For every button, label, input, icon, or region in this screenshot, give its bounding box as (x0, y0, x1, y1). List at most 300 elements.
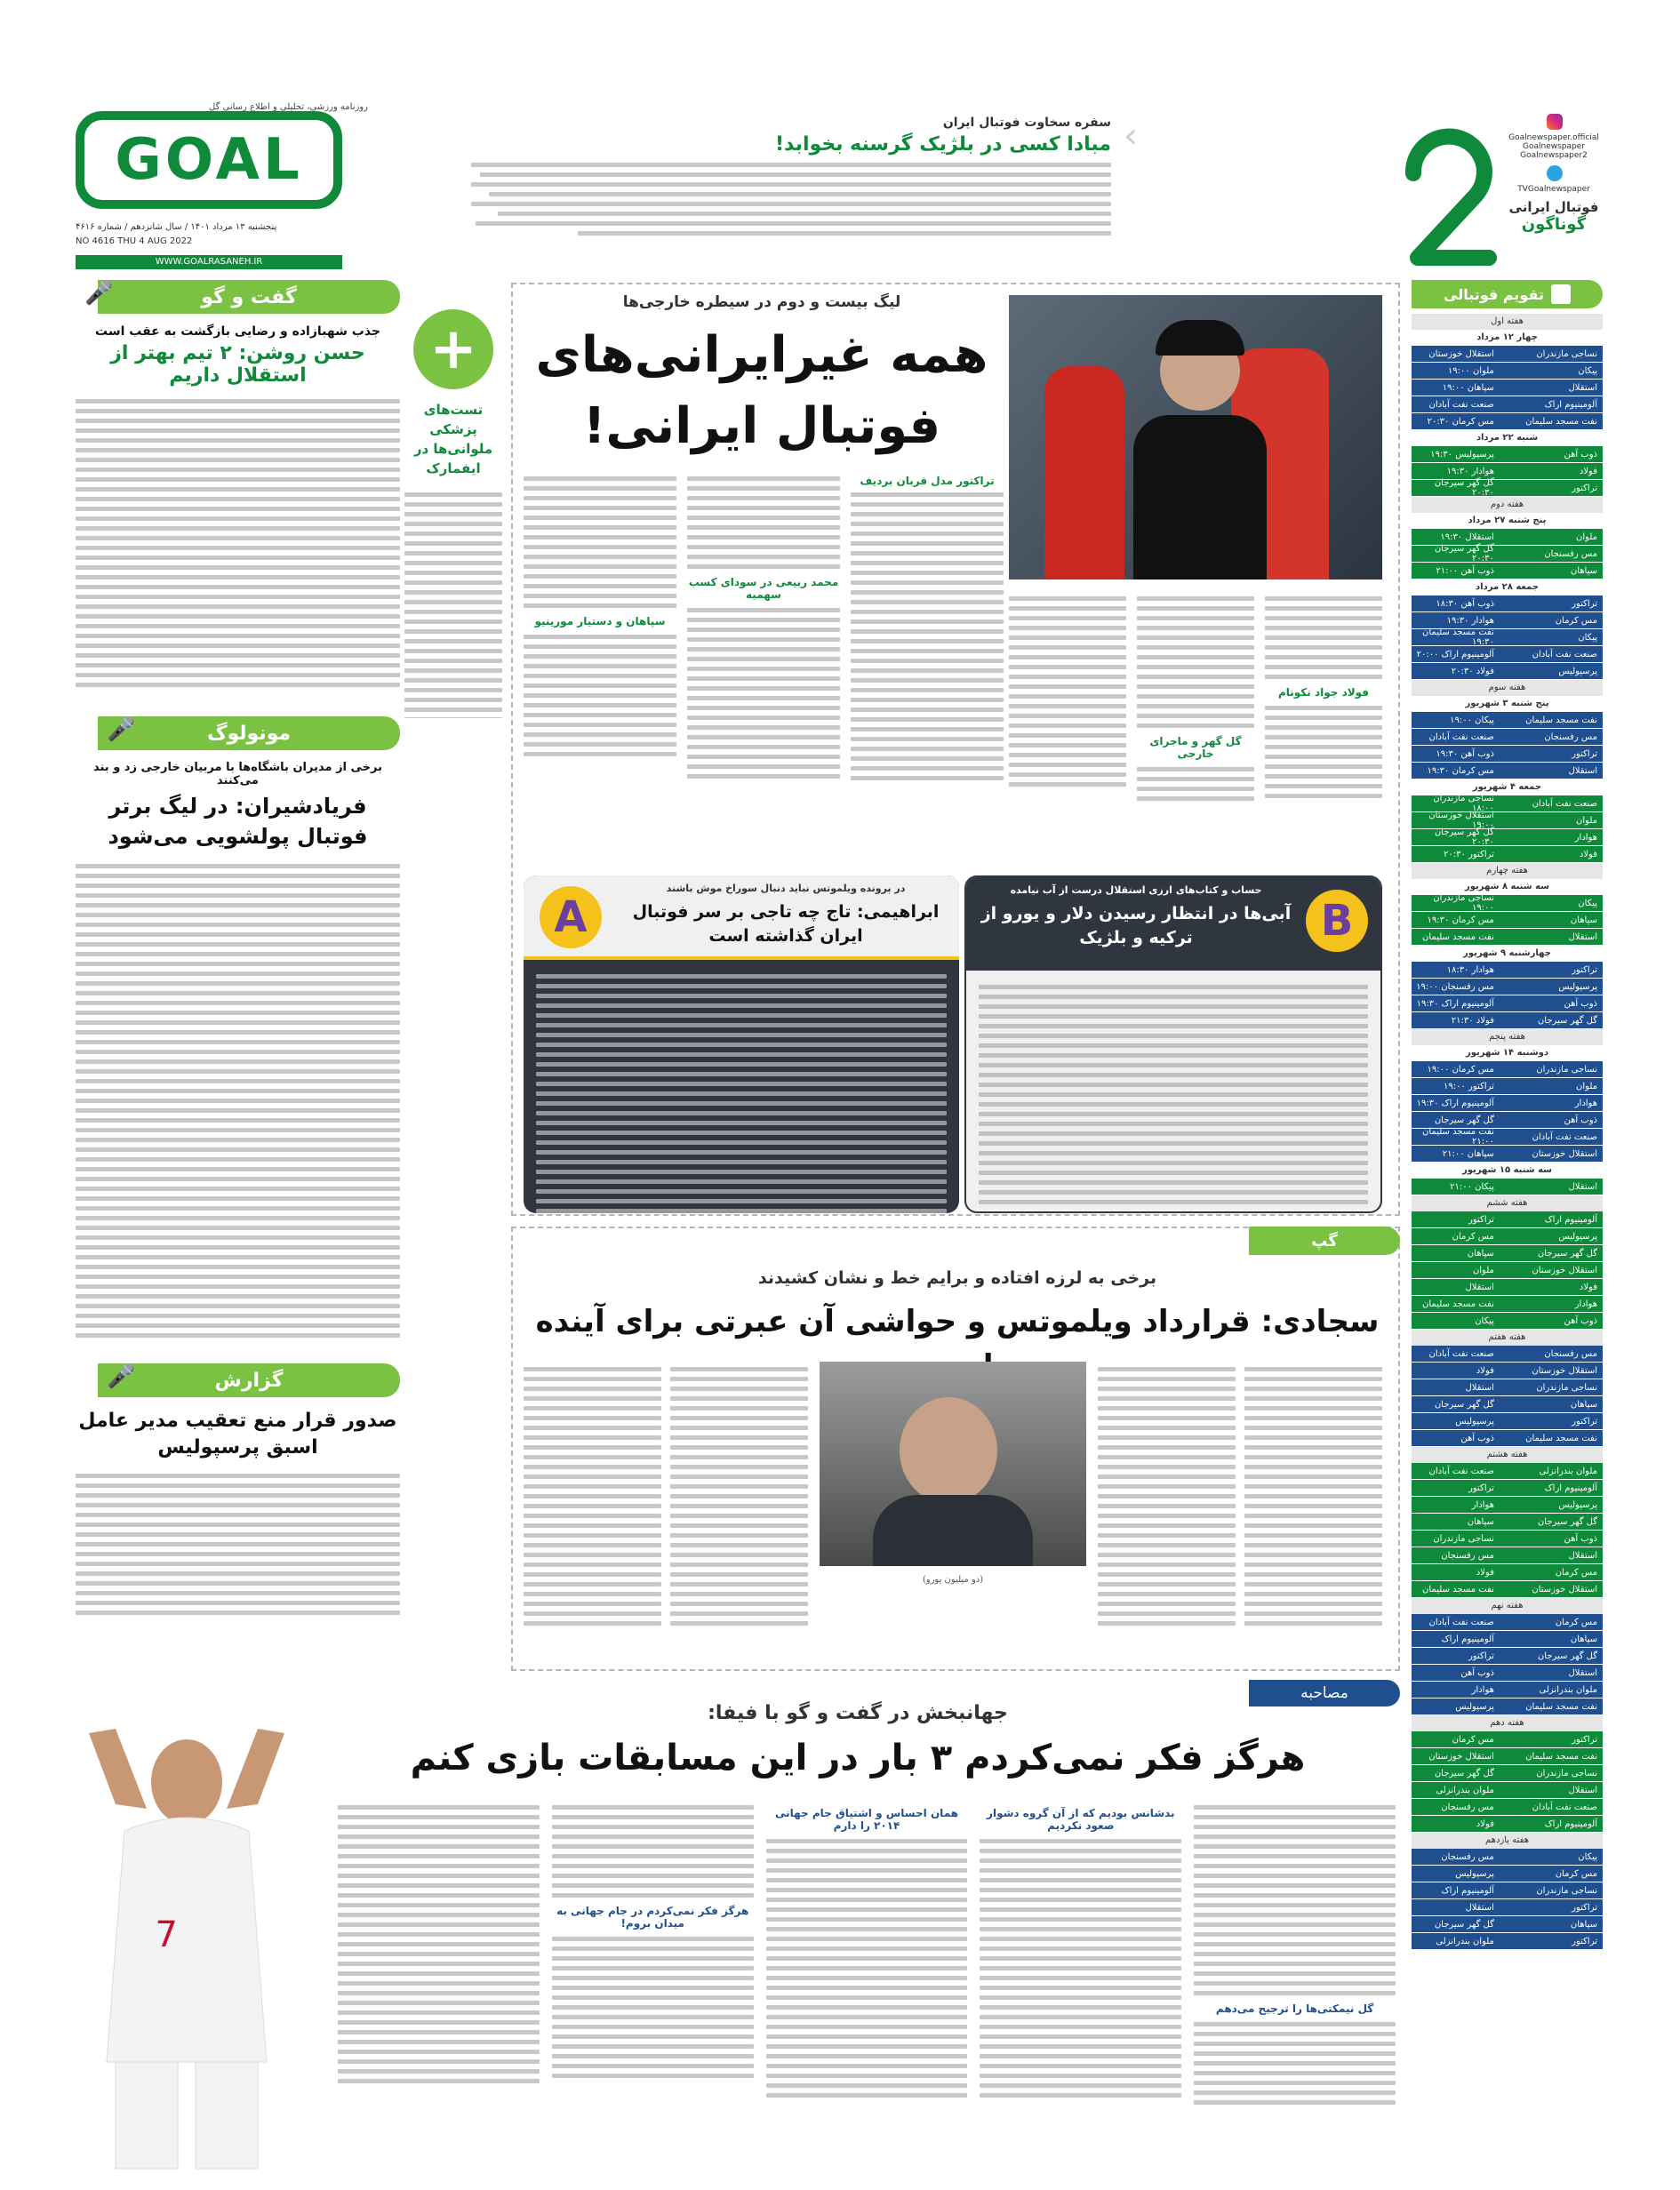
calendar-match-row (1412, 1899, 1603, 1916)
interview-photo[interactable] (53, 1680, 320, 2178)
calendar-match-row (1412, 1211, 1603, 1228)
calendar-home-team: گل گهر سیرجان (1537, 1650, 1597, 1661)
calendar-day-label: پنج شنبه ۲۷ مرداد (1412, 513, 1603, 529)
calendar-week-label: هفته نهم (1412, 1598, 1603, 1614)
gap-title[interactable]: سجادی: قرارداد ویلموتس و حواشی آن عبرتی برای آینده (535, 1304, 1380, 1339)
calendar-match-row (1412, 1061, 1603, 1078)
telegram-icon[interactable] (1547, 165, 1563, 181)
calendar-match-row (1412, 1245, 1603, 1262)
calendar-home-team: ملوان (1576, 532, 1597, 542)
main-subhead: فولاد جواد نکونام (1277, 686, 1370, 699)
calendar-away-team: آلومینیوم اراک ۲۰:۰۰ (1416, 649, 1494, 659)
calendar-away-team: ملوان بندرانزلی (1436, 1936, 1494, 1946)
talk-section-label: گفت و گو (201, 285, 297, 308)
calendar-day-label: چهارشنبه ۹ شهریور (1412, 946, 1603, 962)
calendar-week (1412, 1598, 1603, 1715)
calendar-home-team: گل گهر سیرجان (1537, 1248, 1597, 1259)
calendar-home-team: پرسپولیس (1558, 1499, 1597, 1510)
main-story (511, 283, 1400, 1216)
calendar-away-team: صنعت نفت آبادان (1428, 1617, 1494, 1627)
calendar-home-team: ملوان (1576, 815, 1597, 826)
calendar-away-team: پرسپولیس ۱۹:۳۰ (1430, 449, 1494, 460)
calendar-away-team: هوادار ۱۸:۳۰ (1446, 964, 1494, 975)
calendar-away-team: استقلال خوزستان (1428, 348, 1494, 359)
calendar-match-row (1412, 595, 1603, 612)
calendar-week (1412, 680, 1603, 863)
calendar-away-team: مس کرمان ۱۹:۰۰ (1427, 1064, 1494, 1075)
calendar-match-row (1412, 1531, 1603, 1547)
social-handle[interactable]: TVGoalnewspaper (1517, 185, 1590, 194)
main-subhead: گل گهر و ماجرای خارجی (1149, 735, 1242, 760)
calendar-match-row (1412, 446, 1603, 463)
calendar-match-row (1412, 646, 1603, 663)
calendar-match-row (1412, 995, 1603, 1012)
calendar-home-team: پرسپولیس (1558, 1231, 1597, 1242)
calendar-match-row (1412, 1363, 1603, 1379)
calendar-away-team: استقلال (1465, 1902, 1494, 1913)
calendar-match-row (1412, 1430, 1603, 1447)
logo (76, 111, 342, 209)
interview-subhead: همان احساس و اشتیاق جام جهانی ۲۰۱۴ را دارم (774, 1807, 959, 1832)
calendar-match-row (1412, 1765, 1603, 1782)
gap-story (511, 1227, 1400, 1671)
date-en: NO 4616 THU 4 AUG 2022 (76, 236, 193, 246)
calendar-match-row (1412, 1782, 1603, 1799)
gap-photo[interactable] (820, 1362, 1086, 1566)
calendar-home-team: استقلال (1568, 1785, 1597, 1795)
calendar-away-team: گل گهر سیرجان (1434, 1115, 1494, 1125)
calendar-away-team: پرسپولیس (1455, 1701, 1494, 1712)
box-b-body (966, 971, 1380, 1211)
calendar-home-team: تراکتور (1572, 1416, 1597, 1427)
calendar-away-team: فولاد (1476, 1365, 1494, 1376)
calendar-away-team: گل گهر سیرجان (1434, 1919, 1494, 1930)
main-subhead: تراکتور مدل قربان بردیف (860, 475, 995, 487)
calendar-home-team: صنعت نفت آبادان (1532, 649, 1597, 659)
calendar-home-team: ذوب آهن (1564, 449, 1597, 460)
calendar-match-row (1412, 380, 1603, 396)
calendar-away-team: مس کرمان ۱۹:۳۰ (1427, 915, 1494, 925)
calendar-week-label: هفته چهارم (1412, 863, 1603, 879)
interview-title[interactable]: هرگز فکر نمی‌کردم ۳ بار در این مسابقات بازی کنم (410, 1738, 1306, 1778)
calendar-away-team: هوادار (1471, 1499, 1494, 1510)
calendar-home-team: هوادار (1574, 832, 1597, 843)
calendar-match-row (1412, 1313, 1603, 1330)
calendar-away-team: پرسپولیس (1455, 1868, 1494, 1879)
calendar-home-team: نساجی مازندران (1536, 1382, 1597, 1393)
calendar-away-team: هوادار (1471, 1684, 1494, 1695)
calendar-day-label: شنبه ۲۲ مرداد (1412, 430, 1603, 446)
calendar-away-team: مس کرمان (1452, 1734, 1494, 1745)
report-section-tab (98, 1363, 400, 1397)
calendar-match-row (1412, 413, 1603, 430)
box-b-title[interactable]: آبی‌ها در انتظار رسیدن دلار و یورو از ترکیه و بلژیک (980, 904, 1292, 947)
box-b-letter: B (1306, 890, 1368, 952)
big-two-mark (1400, 124, 1498, 276)
calendar-home-team: استقلال (1568, 765, 1597, 776)
box-a-header (524, 875, 959, 960)
main-subhead: سپاهان و دستیار مورینیو (534, 615, 666, 627)
calendar-away-team: سپاهان ۱۹:۰۰ (1442, 382, 1494, 393)
calendar-away-team: ملوان ۱۹:۰۰ (1447, 365, 1494, 376)
calendar-week-label: هفته پنجم (1412, 1029, 1603, 1045)
calendar-match-row (1412, 1698, 1603, 1715)
calendar-home-team: مس کرمان (1555, 615, 1597, 626)
calendar-home-team: فولاد (1579, 466, 1597, 476)
calendar-match-row (1412, 1866, 1603, 1882)
calendar-title: تقویم فوتبالی (1444, 285, 1544, 303)
box-b-kicker: حساب و کتاب‌های ارزی استقلال درست از آب نیامده (1010, 884, 1262, 896)
calendar-away-team: نساجی مازندران ۱۸:۰۰ (1433, 794, 1494, 813)
interview-subhead: گل نیمکتی‌ها را ترجیح می‌دهم (1215, 2002, 1374, 2015)
monologue-body (76, 859, 400, 1356)
calendar-home-team: گل گهر سیرجان (1537, 1516, 1597, 1527)
calendar-home-team: مس رفسنجان (1544, 731, 1597, 742)
calendar-away-team: نفت مسجد سلیمان (1422, 931, 1494, 942)
calendar-away-team: استقلال ۱۹:۳۰ (1440, 532, 1494, 542)
calendar-match-row (1412, 1078, 1603, 1095)
calendar-home-team: استقلال خوزستان (1532, 1365, 1597, 1376)
calendar-away-team: مس رفسنجان (1441, 1851, 1494, 1862)
social-handle[interactable]: Goalnewspaper2 (1520, 151, 1588, 160)
box-a-body (524, 960, 959, 1213)
health-sidebar (404, 283, 502, 1029)
gap-kicker: برخی به لرزه افتاده و برایم خط و نشان کشیدند (757, 1268, 1157, 1288)
calendar-home-team: نساجی مازندران (1536, 348, 1597, 359)
calendar-match-row (1412, 1480, 1603, 1497)
calendar-away-team: آلومینیوم اراک (1441, 1634, 1494, 1644)
calendar-home-team: آلومینیوم اراک (1544, 1214, 1597, 1225)
calendar-week (1412, 1330, 1603, 1447)
date-line: پنجشنبه ۱۳ مرداد ۱۴۰۱ / سال شانزدهم / شماره ۴۶۱۶ (76, 222, 277, 232)
calendar-home-team: سپاهان (1570, 1399, 1597, 1410)
calendar-away-team: نساجی مازندران ۱۹:۰۰ (1433, 893, 1494, 913)
main-kicker: لیگ بیست و دوم در سیطره خارجی‌ها (622, 293, 901, 311)
calendar-match-row (1412, 1296, 1603, 1313)
calendar-match-row (1412, 1228, 1603, 1245)
calendar-away-team: تراکتور ۲۰:۳۰ (1444, 849, 1494, 859)
calendar-match-row (1412, 1816, 1603, 1833)
social-block (1500, 114, 1607, 256)
calendar-week (1412, 1195, 1603, 1330)
calendar-home-team: ملوان بندرانزلی (1539, 1466, 1597, 1476)
main-body-right (1009, 591, 1382, 862)
calendar-week-label: هفته دهم (1412, 1715, 1603, 1731)
calendar-home-team: استقلال (1568, 931, 1597, 942)
calendar-match-row (1412, 480, 1603, 497)
calendar-week (1412, 1833, 1603, 1950)
logo-block (76, 102, 369, 276)
calendar-match-row (1412, 1379, 1603, 1396)
calendar-home-team: مس رفسنجان (1544, 1348, 1597, 1359)
gap-body-right (1098, 1362, 1382, 1664)
calendar-home-team: مس کرمان (1555, 1868, 1597, 1879)
calendar-week-label: هفته سوم (1412, 680, 1603, 696)
box-a (524, 875, 959, 1213)
calendar-home-team: نفت مسجد سلیمان (1525, 715, 1597, 725)
calendar-match-row (1412, 346, 1603, 363)
calendar-home-team: پیکان (1578, 1851, 1597, 1862)
calendar-away-team: تراکتور (1468, 1214, 1494, 1225)
calendar-match-row (1412, 1581, 1603, 1598)
calendar-match-row (1412, 829, 1603, 846)
calendar-home-team: نساجی مازندران (1536, 1885, 1597, 1896)
calendar-away-team: مس کرمان ۲۰:۳۰ (1427, 416, 1494, 427)
calendar-week-label: هفته دوم (1412, 497, 1603, 513)
box-b-header (966, 877, 1380, 971)
plus-icon: + (413, 309, 493, 389)
calendar-home-team: نفت مسجد سلیمان (1525, 1433, 1597, 1443)
talk-kicker: جذب شهبازاده و رضایی بازگشت به عقب است (95, 324, 380, 339)
social-handle[interactable]: Goalnewspaper (1523, 142, 1585, 151)
calendar-home-team: صنعت نفت آبادان (1532, 798, 1597, 809)
main-subhead: محمد ربیعی در سودای کسب سهمیه (688, 576, 839, 601)
calendar-away-team: نفت مسجد سلیمان (1422, 1299, 1494, 1309)
calendar-home-team: ذوب آهن (1564, 1115, 1597, 1125)
calendar-away-team: آلومینیوم اراک (1441, 1885, 1494, 1896)
report-title[interactable]: صدور قرار منع تعقیب مدیر عامل اسبق پرسپولیس (78, 1410, 397, 1459)
calendar-home-team: نفت مسجد سلیمان (1525, 1701, 1597, 1712)
calendar-match-row (1412, 546, 1603, 563)
calendar-match-row (1412, 563, 1603, 579)
calendar-match-row (1412, 1514, 1603, 1531)
calendar-away-team: صنعت نفت آبادان (1428, 1466, 1494, 1476)
calendar-home-team: تراکتور (1572, 483, 1597, 493)
calendar-away-team: ذوب آهن ۱۹:۳۰ (1436, 748, 1494, 759)
brand-right: فوتبال ایرانی (1508, 199, 1599, 215)
calendar-away-team: پیکان ۱۹:۰۰ (1450, 715, 1494, 725)
calendar-match-row (1412, 363, 1603, 380)
calendar-home-team: تراکتور (1572, 964, 1597, 975)
box-a-letter: A (540, 886, 602, 948)
calendar-home-team: تراکتور (1572, 1936, 1597, 1946)
calendar-away-team: گل گهر سیرجان (1434, 1768, 1494, 1778)
talk-title[interactable]: حسن روشن: ۲ تیم بهتر از استقلال داریم (110, 342, 365, 387)
calendar-match-row (1412, 1916, 1603, 1933)
calendar-match-row (1412, 1346, 1603, 1363)
calendar-home-team: استقلال (1568, 1667, 1597, 1678)
calendar-away-team: آلومینیوم اراک ۱۹:۳۰ (1416, 998, 1494, 1009)
lead-kicker: سفره سخاوت فوتبال ایران (942, 116, 1111, 130)
calendar-match-row (1412, 763, 1603, 779)
calendar-away-team: تراکتور ۱۹:۰۰ (1444, 1081, 1494, 1091)
calendar-week (1412, 314, 1603, 497)
calendar-match-row (1412, 1129, 1603, 1146)
calendar-home-team: استقلال (1568, 382, 1597, 393)
gap-section-tab (1249, 1227, 1400, 1255)
calendar-icon (1551, 284, 1571, 304)
calendar-home-team: پرسپولیس (1558, 981, 1597, 992)
calendar-home-team: فولاد (1579, 849, 1597, 859)
calendar-week-label: هفته یازدهم (1412, 1833, 1603, 1849)
calendar-match-row (1412, 746, 1603, 763)
calendar-match-row (1412, 712, 1603, 729)
calendar-away-team: ذوب آهن (1460, 1433, 1494, 1443)
main-photo[interactable] (1009, 295, 1382, 579)
calendar-home-team: استقلال (1568, 1181, 1597, 1192)
calendar-week (1412, 1029, 1603, 1195)
logo-text: GOAL (115, 127, 303, 193)
calendar-away-team: نفت مسجد سلیمان ۲۱:۰۰ (1422, 1127, 1494, 1147)
calendar-home-team: مس کرمان (1555, 1617, 1597, 1627)
calendar-match-row (1412, 1564, 1603, 1581)
calendar-home-team: نفت مسجد سلیمان (1525, 416, 1597, 427)
monologue-title[interactable]: فریادشیران: در لیگ برتر فوتبال پولشویی می‌شود (108, 794, 368, 849)
calendar-away-team: سپاهان (1467, 1516, 1494, 1527)
report-section-label: گزارش (214, 1369, 284, 1392)
calendar-home-team: سپاهان (1570, 565, 1597, 576)
calendar-away-team: صنعت نفت آبادان (1428, 399, 1494, 410)
calendar-away-team: نساجی مازندران (1433, 1533, 1494, 1544)
calendar-away-team: نفت مسجد سلیمان (1422, 1584, 1494, 1595)
calendar-home-team: ملوان (1576, 1081, 1597, 1091)
health-title[interactable]: تست‌های پزشکی ملوانی‌ها در ایفمارک (413, 402, 493, 476)
calendar-day-label: سه شنبه ۸ شهریور (1412, 879, 1603, 895)
calendar-away-team: سپاهان (1467, 1248, 1494, 1259)
calendar-away-team: مس کرمان (1452, 1231, 1494, 1242)
calendar-match-row (1412, 1497, 1603, 1514)
calendar-match-row (1412, 1882, 1603, 1899)
calendar-home-team: سپاهان (1570, 915, 1597, 925)
calendar-match-row (1412, 396, 1603, 413)
calendar-match-row (1412, 929, 1603, 946)
calendar-away-team: تراکتور (1468, 1650, 1494, 1661)
calendar-away-team: استقلال (1465, 1282, 1494, 1292)
talk-section-tab (84, 280, 400, 314)
calendar-match-row (1412, 1614, 1603, 1631)
calendar-home-team: پیکان (1578, 898, 1597, 908)
calendar-week (1412, 1715, 1603, 1833)
calendar-day-label: پنج شنبه ۳ شهریور (1412, 696, 1603, 712)
gap-section-label: گپ (1311, 1231, 1338, 1251)
calendar-home-team: سپاهان (1570, 1919, 1597, 1930)
calendar-away-team: صنعت نفت آبادان (1428, 1348, 1494, 1359)
talk-body (76, 394, 400, 709)
website[interactable]: WWW.GOALRASANEH.IR (76, 255, 342, 269)
calendar-match-row (1412, 1933, 1603, 1950)
calendar-away-team: فولاد ۲۱:۳۰ (1451, 1015, 1494, 1026)
calendar-day-label: چهار ۱۲ مرداد (1412, 330, 1603, 346)
calendar-home-team: صنعت نفت آبادان (1532, 1131, 1597, 1142)
calendar-match-row (1412, 1682, 1603, 1698)
calendar-day-label: سه شنبه ۱۵ شهریور (1412, 1163, 1603, 1179)
interview-body (338, 1800, 1396, 2173)
microphone-icon: 🎤 (107, 716, 136, 743)
logo-subtitle: روزنامه ورزشی، تحلیلی و اطلاع رسانی گل (209, 102, 368, 112)
calendar-match-row (1412, 1279, 1603, 1296)
calendar-match-row (1412, 1731, 1603, 1748)
calendar-match-row (1412, 1095, 1603, 1112)
box-a-kicker: در پرونده ویلموتس نباید دنبال سوراخ موش باشند (666, 883, 906, 894)
calendar-header (1412, 280, 1603, 308)
calendar-home-team: آلومینیوم اراک (1544, 1483, 1597, 1493)
box-a-title[interactable]: ابراهیمی: تاج چه تاجی بر سر فوتبال ایران گذاشته است (632, 902, 940, 946)
calendar-match-row (1412, 1799, 1603, 1816)
calendar-home-team: مس کرمان (1555, 1567, 1597, 1578)
calendar-away-team: فولاد ۲۰:۳۰ (1451, 666, 1494, 676)
calendar-match-row (1412, 1849, 1603, 1866)
calendar-away-team: تراکتور (1468, 1483, 1494, 1493)
calendar-home-team: استقلال خوزستان (1532, 1265, 1597, 1275)
calendar-match-row (1412, 1547, 1603, 1564)
calendar-home-team: آلومینیوم اراک (1544, 1818, 1597, 1829)
calendar-home-team: تراکتور (1572, 1902, 1597, 1913)
calendar-home-team: استقلال خوزستان (1532, 1148, 1597, 1159)
calendar-away-team: گل گهر سیرجان ۲۰:۳۰ (1434, 827, 1494, 847)
calendar-away-team: مس رفسنجان (1441, 1802, 1494, 1812)
calendar-away-team: استقلال خوزستان (1428, 1751, 1494, 1762)
calendar-match-row (1412, 912, 1603, 929)
calendar-away-team: سپاهان ۲۱:۰۰ (1442, 1148, 1494, 1159)
calendar-home-team: نساجی مازندران (1536, 1768, 1597, 1778)
calendar-match-row (1412, 1665, 1603, 1682)
interview-section-label: مصاحبه (1300, 1684, 1348, 1702)
calendar-home-team: تراکتور (1572, 598, 1597, 609)
social-handle[interactable]: Goalnewspaper.official (1508, 133, 1599, 142)
calendar-away-team: ملوان (1472, 1265, 1494, 1275)
main-title[interactable]: همه غیرایرانی‌های فوتبال ایرانی! (535, 326, 988, 455)
lead-teaser (418, 116, 1138, 276)
lead-body (418, 163, 1138, 236)
calendar-away-team: فولاد (1476, 1818, 1494, 1829)
calendar-away-team: فولاد (1476, 1567, 1494, 1578)
calendar-day-label: جمعه ۲۸ مرداد (1412, 579, 1603, 595)
calendar-home-team: استقلال (1568, 1550, 1597, 1561)
calendar-week-label: هفته هفتم (1412, 1330, 1603, 1346)
calendar-away-team: گل گهر سیرجان ۲۰:۳۰ (1434, 544, 1494, 563)
calendar-away-team: پیکان ۲۱:۰۰ (1450, 1181, 1494, 1192)
microphone-icon: 🎤 (107, 1363, 136, 1390)
calendar-away-team: استقلال (1465, 1382, 1494, 1393)
left-column (76, 280, 400, 1675)
report-body (76, 1468, 400, 1637)
calendar-away-team: صنعت نفت آبادان (1428, 731, 1494, 742)
calendar-match-row (1412, 1012, 1603, 1029)
masthead (0, 0, 1680, 267)
calendar-away-team: آلومینیوم اراک ۱۹:۳۰ (1416, 1098, 1494, 1108)
calendar-match-row (1412, 629, 1603, 646)
lead-title[interactable]: مبادا کسی در بلژیک گرسنه بخوابد! (775, 133, 1111, 156)
calendar-home-team: آلومینیوم اراک (1544, 399, 1597, 410)
calendar-home-team: تراکتور (1572, 748, 1597, 759)
calendar-home-team: تراکتور (1572, 1734, 1597, 1745)
calendar-week (1412, 1447, 1603, 1598)
calendar-week (1412, 863, 1603, 1029)
calendar-away-team: نفت مسجد سلیمان ۱۹:۳۰ (1422, 627, 1494, 647)
interview-subhead: هرگز فکر نمی‌کردم در جام جهانی به میدان بروم! (556, 1905, 749, 1930)
calendar-away-team: مس رفسنجان ۱۹:۰۰ (1416, 981, 1494, 992)
calendar-day-label: جمعه ۴ شهریور (1412, 779, 1603, 795)
calendar-away-team: ذوب آهن ۲۱:۰۰ (1436, 565, 1494, 576)
calendar-home-team: استقلال خوزستان (1532, 1584, 1597, 1595)
calendar-home-team: سپاهان (1570, 1634, 1597, 1644)
brand-right2: گوناگون (1521, 215, 1587, 234)
calendar-week-label: هفته هشتم (1412, 1447, 1603, 1463)
calendar-home-team: ملوان بندرانزلی (1539, 1684, 1597, 1695)
calendar-home-team: پرسپولیس (1558, 666, 1597, 676)
calendar-column (1412, 280, 1603, 2182)
calendar-day-label: دوشنبه ۱۴ شهریور (1412, 1045, 1603, 1061)
calendar-match-row (1412, 729, 1603, 746)
calendar-away-team: استقلال خوزستان ۱۹:۰۰ (1428, 811, 1494, 830)
calendar-match-row (1412, 663, 1603, 680)
calendar-list (1412, 314, 1603, 1950)
interview-kicker: جهانبخش در گفت و گو با فیفا: (708, 1702, 1008, 1724)
main-body-left (524, 471, 1004, 871)
calendar-week-label: هفته اول (1412, 314, 1603, 330)
lead-arrows: › (1124, 116, 1138, 156)
instagram-icon[interactable] (1547, 114, 1563, 130)
